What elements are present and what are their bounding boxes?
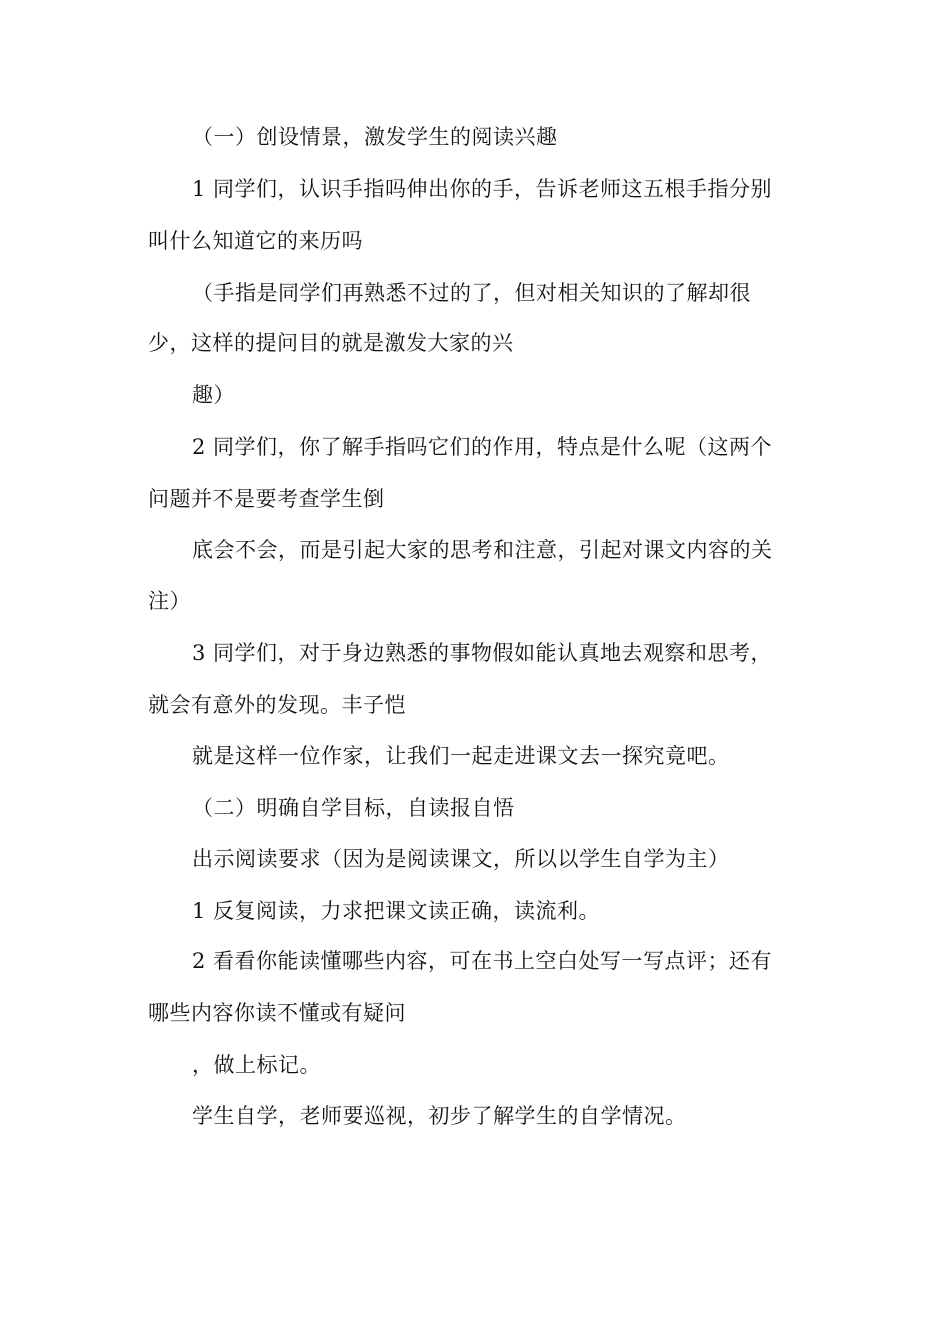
paragraph-line: 1 反复阅读，力求把课文读正确，读流利。	[192, 899, 601, 923]
paragraph-line: ，做上标记。	[192, 1053, 321, 1077]
paragraph-line: 就会有意外的发现。丰子恺	[148, 693, 406, 717]
paragraph-line: 哪些内容你读不懂或有疑问	[148, 1001, 406, 1025]
paragraph-line: （手指是同学们再熟悉不过的了，但对相关知识的了解却很	[192, 281, 751, 305]
paragraph-line: 3 同学们，对于身边熟悉的事物假如能认真地去观察和思考，	[192, 641, 773, 665]
paragraph-line: 学生自学，老师要巡视，初步了解学生的自学情况。	[192, 1104, 687, 1128]
paragraph-line: 2 同学们，你了解手指吗它们的作用，特点是什么呢（这两个	[192, 435, 773, 459]
paragraph-line: 注）	[148, 589, 191, 613]
paragraph-line: 底会不会，而是引起大家的思考和注意，引起对课文内容的关	[192, 538, 773, 562]
paragraph-line: 叫什么知道它的来历吗	[148, 229, 363, 253]
paragraph-line: 2 看看你能读懂哪些内容，可在书上空白处写一写点评；还有	[192, 949, 773, 973]
paragraph-line: 出示阅读要求（因为是阅读课文，所以以学生自学为主）	[192, 847, 730, 871]
section-heading-1: （一）创设情景，激发学生的阅读兴趣	[192, 125, 558, 149]
paragraph-line: 1 同学们，认识手指吗伸出你的手，告诉老师这五根手指分别	[192, 177, 773, 201]
paragraph-line: 少，这样的提问目的就是激发大家的兴	[148, 331, 514, 355]
paragraph-line: 就是这样一位作家，让我们一起走进课文去一探究竟吧。	[192, 744, 730, 768]
paragraph-line: 趣）	[192, 383, 235, 407]
paragraph-line: 问题并不是要考查学生倒	[148, 487, 385, 511]
section-heading-2: （二）明确自学目标，自读报自悟	[192, 796, 515, 820]
